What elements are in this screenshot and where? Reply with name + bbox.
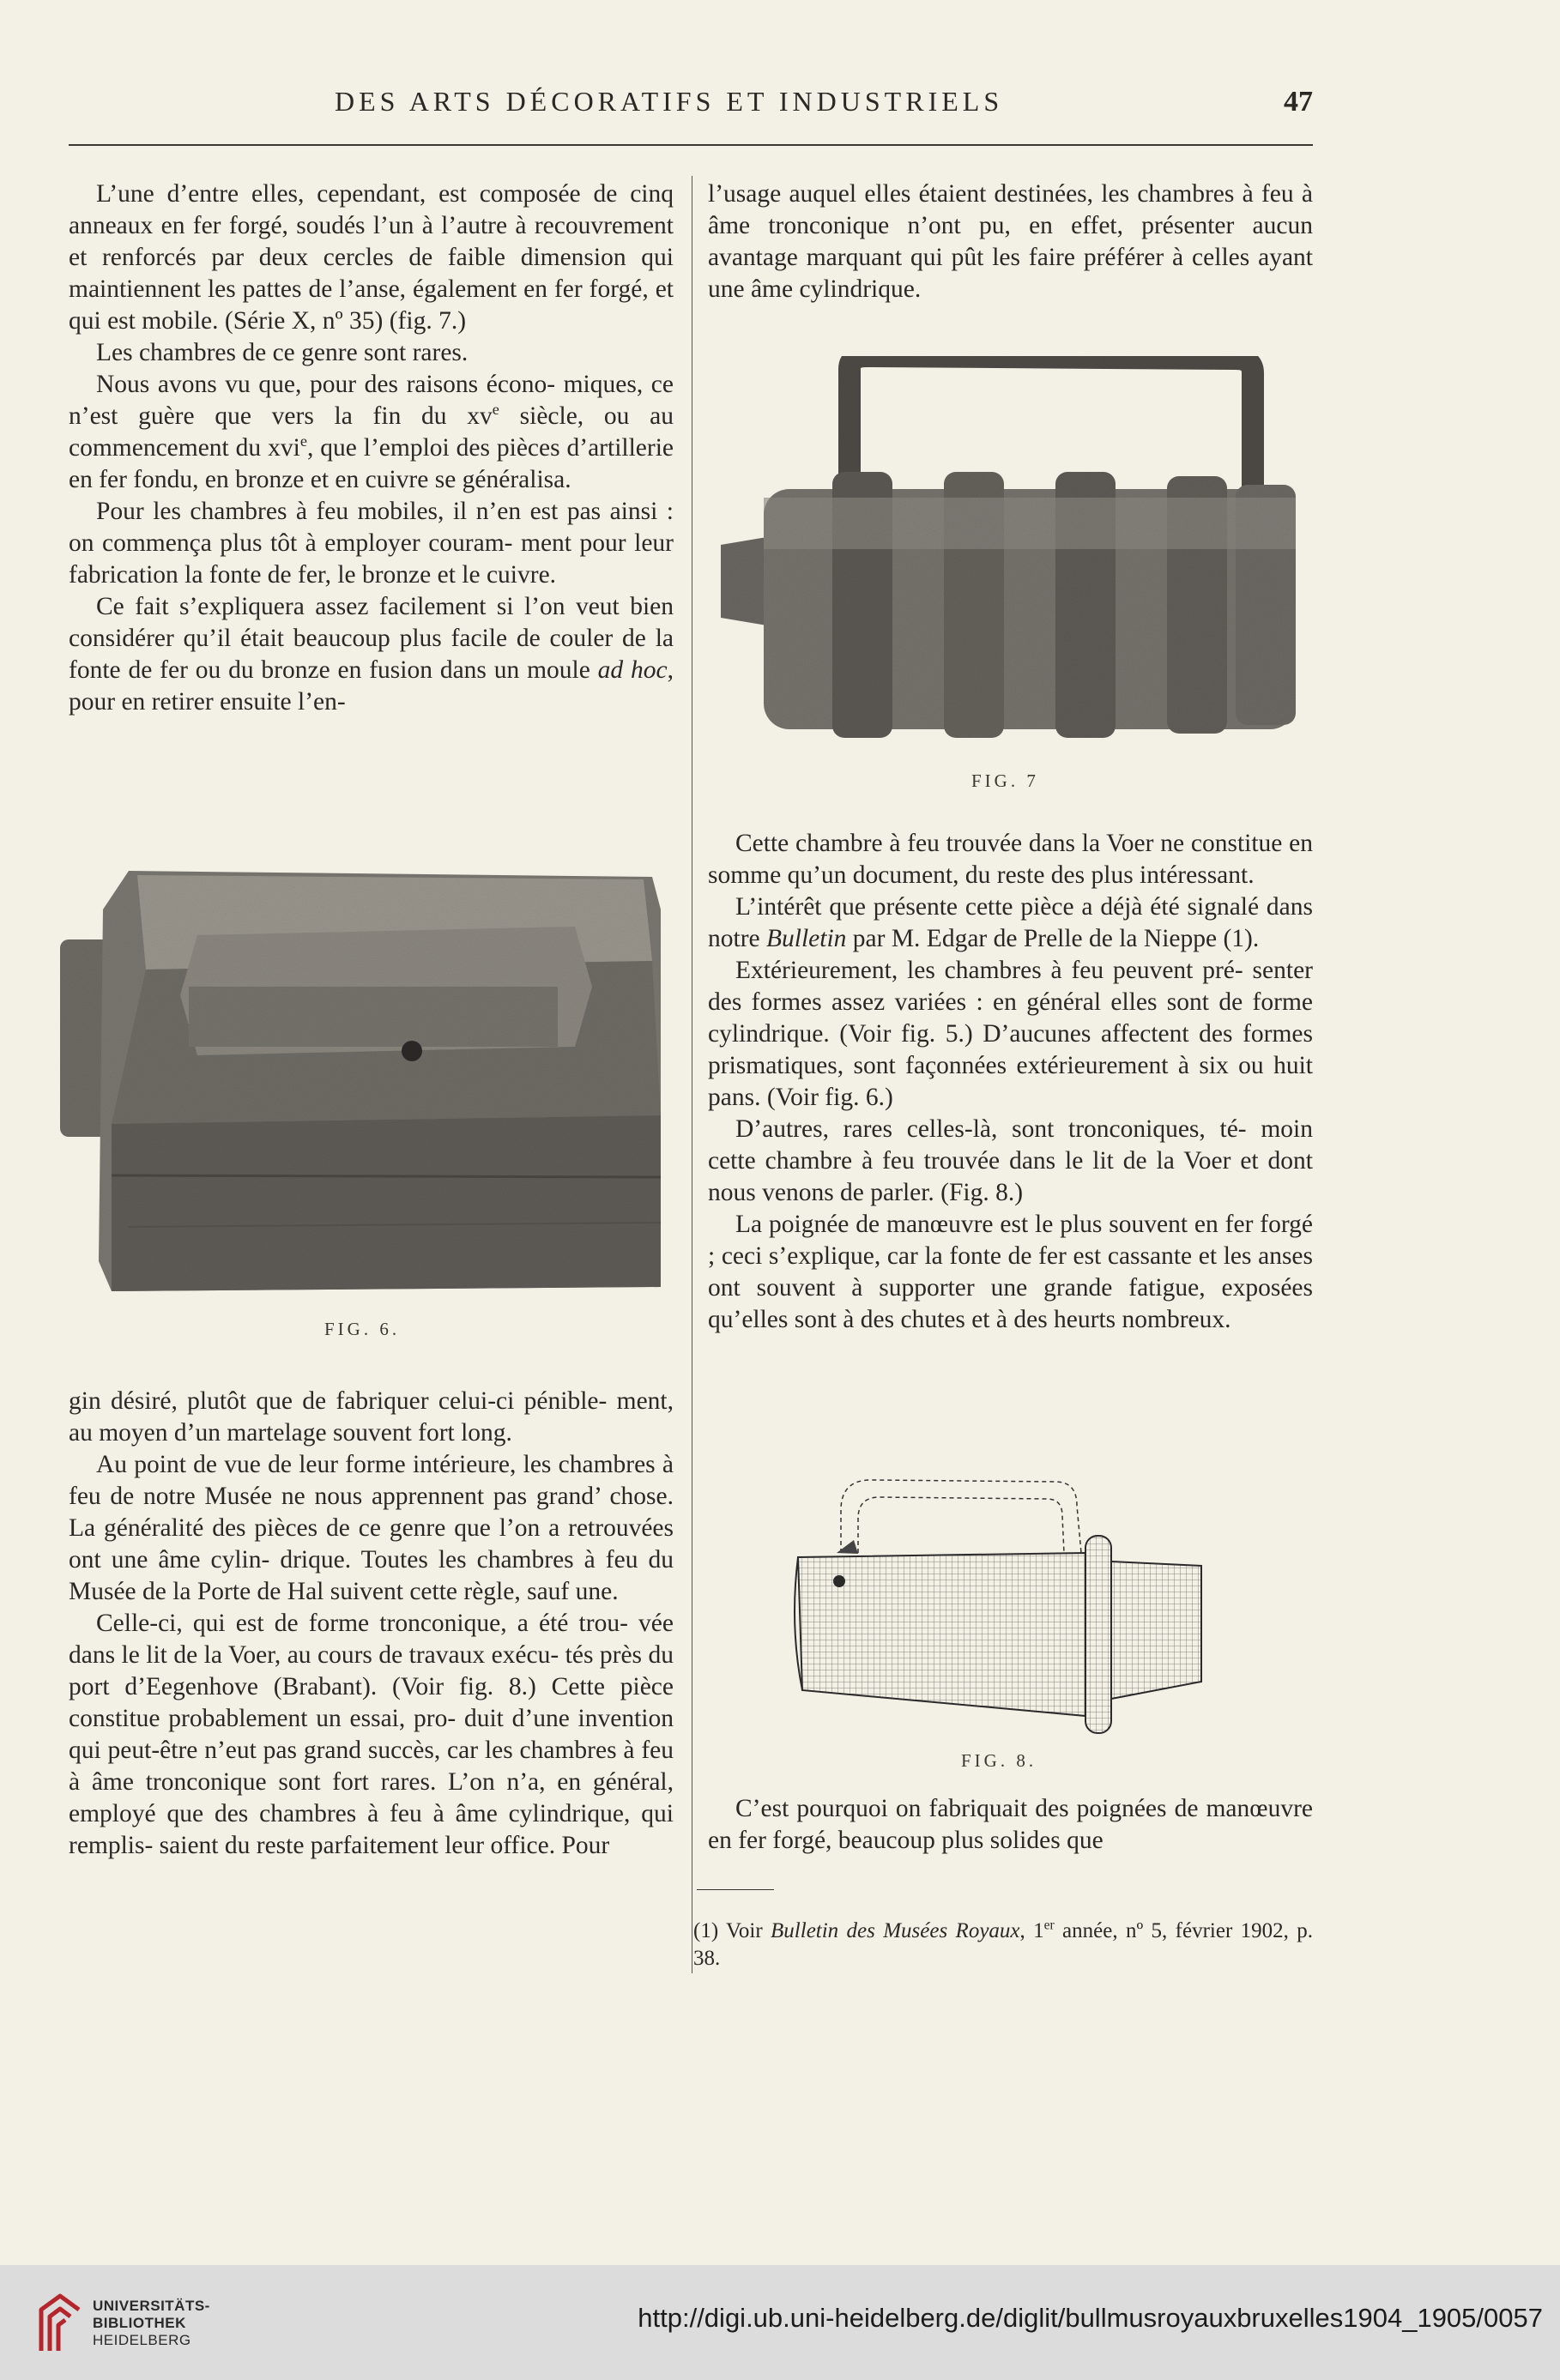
running-title: DES ARTS DÉCORATIFS ET INDUSTRIELS [335, 86, 1004, 117]
paragraph: Cette chambre à feu trouvée dans la Voer ne constitue en somme qu’un document, du reste des plus intéressant. [708, 830, 1313, 889]
running-header [69, 86, 1313, 129]
right-column-middle [708, 828, 1313, 1336]
paragraph [69, 369, 674, 496]
library-logo-icon [34, 2291, 88, 2356]
paragraph: La poignée de manœuvre est le plus souvent en fer forgé ; ceci s’explique, car la fonte de fer est cassante et les anses ont souvent à supporter une grande fatigue, exposées qu’elles sont à des chutes et à des heurts nombreux. [708, 1211, 1313, 1333]
footnote [693, 1918, 1313, 1972]
paragraph: Les chambres de ce genre sont rares. [96, 339, 469, 366]
figure-6-image [60, 858, 661, 1304]
paragraph: Extérieurement, les chambres à feu peuvent pré- senter des formes assez variées : en général elles sont de forme cylindrique. (Voir fig. 5.) D’aucunes affectent des formes prismatiques, sont façonnées extérieurement à six ou huit pans. (Voir fig. 6.) [708, 957, 1313, 1111]
text-run: Ce fait s’expliquera assez facilement si l’on veut bien considérer qu’il était beaucoup plus facile de couler de la fonte de fer ou du bronze en fusion dans un moule [69, 593, 674, 684]
source-url-link[interactable]: http://digi.ub.uni-heidelberg.de/diglit/bullmusroyauxbruxelles1904_1905/0057 [638, 2303, 1543, 2333]
header-rule [69, 144, 1313, 146]
figure-7-caption: FIG. 7 [971, 770, 1039, 791]
paragraph: Pour les chambres à feu mobiles, il n’en est pas ainsi : on commença plus tôt à employer couram- ment pour leur fabrication la fonte de fer, le bronze et le cuivre. [69, 498, 674, 589]
superscript: e [492, 401, 499, 419]
paragraph: L’une d’entre elles, cependant, est composée de cinq anneaux en fer forgé, soudés l’un à l’autre à recouvrement et renforcés par deux cercles de faible dimension qui maintiennent les pattes de l’anse, également en fer forgé, et qui est mobile. (Série X, nº 35) (fig. 7.) [69, 180, 674, 335]
footnote-rule [697, 1889, 774, 1890]
text-run: (1) Voir [693, 1919, 771, 1942]
page-number: 47 [1284, 86, 1313, 118]
paragraph: Au point de vue de leur forme intérieure, les chambres à feu de notre Musée ne nous apprennent pas grand’ chose. La généralité des pièces de ce genre que l’on a retrouvées ont une âme cylin- drique. Toutes les chambres à feu du Musée de la Porte de Hal suivent cette règle, sauf une. [69, 1451, 674, 1605]
text-run: année, nº 5, février 1902, p. 38. [693, 1919, 1313, 1970]
paragraph [69, 591, 674, 718]
text-run: Nous avons vu que, pour des raisons écono- miques, ce n’est guère que vers la fin du xv [69, 371, 674, 430]
italic-text: Bulletin [766, 925, 847, 952]
text-run: par M. Edgar de Prelle de la Nieppe (1). [846, 925, 1260, 952]
italic-text: Bulletin des Musées Royaux [771, 1919, 1020, 1942]
paragraph: Celle-ci, qui est de forme tronconique, a été trou- vée dans le lit de la Voer, au cours de travaux exécu- tés près du port d’Eegenhove (Brabant). (Voir fig. 8.) Cette pièce constitue probablement un essai, pro- duit d’une invention qui peut-être n’eut pas grand succès, car les chambres à feu à âme tronconique sont fort rares. L’on n’a, en général, employé que des chambres à feu à âme cylindrique, qui remplis- saient du reste parfaitement leur office. Pour [69, 1610, 674, 1859]
paragraph: C’est pourquoi on fabriquait des poignées de manœuvre en fer forgé, beaucoup plus solides que [708, 1795, 1313, 1854]
library-name-line: BIBLIOTHEK [93, 2315, 186, 2331]
left-column-top [69, 178, 674, 718]
footer-bar [0, 2265, 1560, 2380]
figure-8-image [789, 1471, 1218, 1746]
text-run: siècle, ou au commencement du xvi [69, 402, 674, 462]
paragraph [708, 891, 1313, 955]
italic-text: ad hoc [597, 656, 668, 684]
paragraph: D’autres, rares celles-là, sont tronconiques, té- moin cette chambre à feu trouvée dans le lit de la Voer et dont nous venons de parler. (Fig. 8.) [708, 1115, 1313, 1206]
library-name-line: HEIDELBERG [93, 2332, 191, 2348]
library-name-line: UNIVERSITÄTS- [93, 2298, 210, 2314]
left-column-bottom [69, 1386, 674, 1862]
text-run: , 1 [1019, 1919, 1044, 1942]
library-name [93, 2298, 210, 2349]
superscript: e [299, 432, 307, 450]
figure-6-caption: FIG. 6. [324, 1319, 401, 1339]
text-run: , pour en retirer ensuite l’en- [69, 656, 674, 716]
right-column-top [708, 178, 1313, 305]
paragraph: l’usage auquel elles étaient destinées, les chambres à feu à âme tronconique n’ont pu, en effet, présenter aucun avantage marquant qui pût les faire préférer à celles ayant une âme cylindrique. [708, 180, 1313, 303]
right-column-bottom [708, 1793, 1313, 1857]
text-run: L’intérêt que présente cette pièce a déjà été signalé dans notre [708, 893, 1313, 952]
text-run: , que l’emploi des pièces d’artillerie en fer fondu, en bronze et en cuivre se généralisa. [69, 434, 674, 493]
figure-8-caption: FIG. 8. [961, 1750, 1037, 1771]
figure-7-image [721, 343, 1330, 746]
superscript: er [1043, 1918, 1055, 1933]
paragraph: gin désiré, plutôt que de fabriquer celui-ci pénible- ment, au moyen d’un martelage souvent fort long. [69, 1387, 674, 1447]
